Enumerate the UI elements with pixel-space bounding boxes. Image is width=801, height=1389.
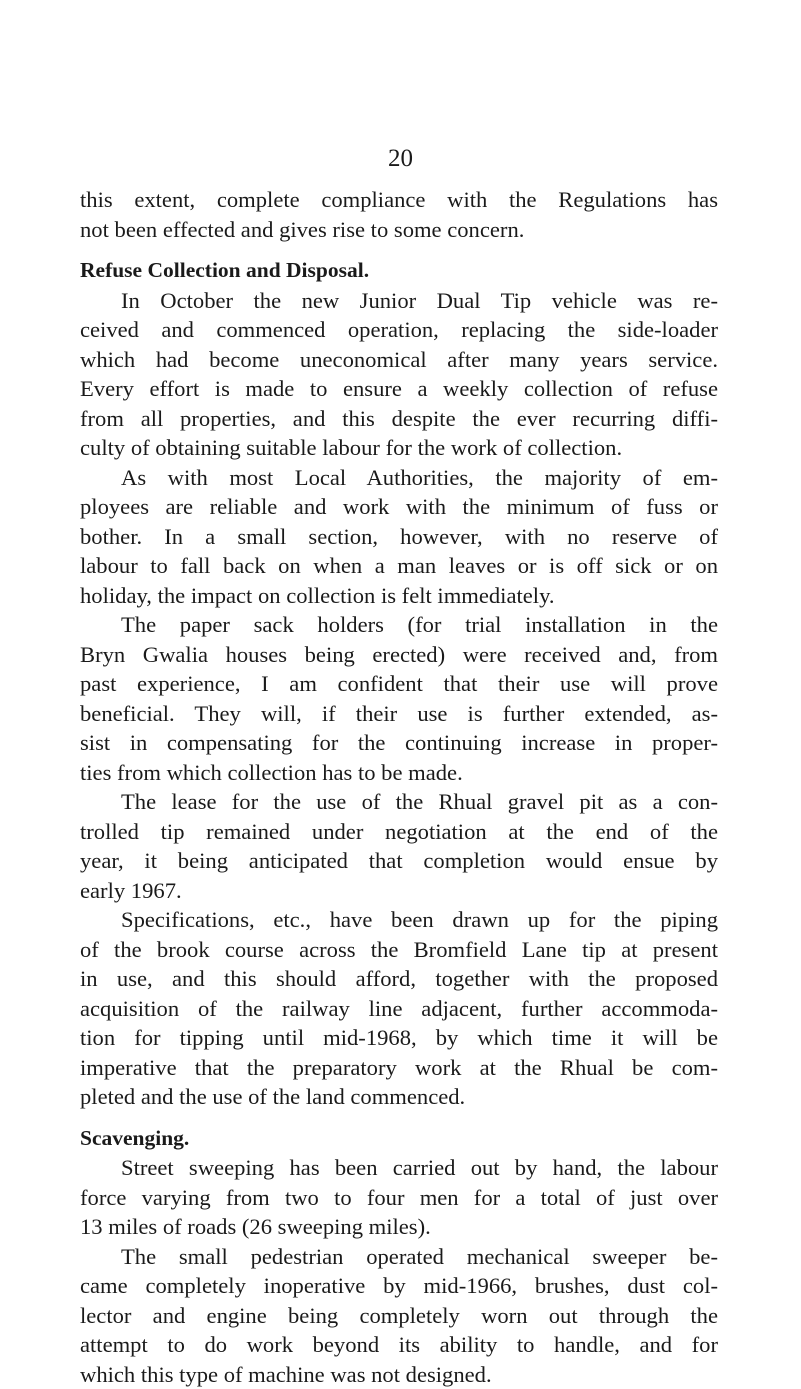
text-line: In October the new Junior Dual Tip vehicle was re- — [80, 286, 718, 316]
text-line: The paper sack holders (for trial installation in the — [80, 610, 718, 640]
text-line: force varying from two to four men for a total of just over — [80, 1183, 718, 1213]
text-line: year, it being anticipated that completion would ensue by — [80, 846, 718, 876]
paragraph — [80, 463, 718, 611]
text-line: early 1967. — [80, 876, 718, 906]
text-line: ties from which collection has to be made. — [80, 758, 718, 788]
text-line: tion for tipping until mid-1968, by which time it will be — [80, 1023, 718, 1053]
text-line: The small pedestrian operated mechanical sweeper be- — [80, 1242, 718, 1272]
paragraph — [80, 610, 718, 787]
text-line: which this type of machine was not designed. — [80, 1360, 718, 1389]
text-line: lector and engine being completely worn out through the — [80, 1301, 718, 1331]
text-line: Every effort is made to ensure a weekly collection of refuse — [80, 374, 718, 404]
text-line: The lease for the use of the Rhual gravel pit as a con- — [80, 787, 718, 817]
text-line: ployees are reliable and work with the minimum of fuss or — [80, 492, 718, 522]
text-line: imperative that the preparatory work at the Rhual be com- — [80, 1053, 718, 1083]
text-line: beneficial. They will, if their use is further extended, as- — [80, 699, 718, 729]
text-line: Specifications, etc., have been drawn up for the piping — [80, 905, 718, 935]
text-line: culty of obtaining suitable labour for the work of collection. — [80, 433, 718, 463]
text-line: sist in compensating for the continuing increase in proper- — [80, 728, 718, 758]
text-line: past experience, I am confident that their use will prove — [80, 669, 718, 699]
section-heading-scavenging: Scavenging. — [80, 1124, 718, 1154]
paragraph — [80, 286, 718, 463]
text-line: came completely inoperative by mid-1966, brushes, dust col- — [80, 1271, 718, 1301]
text-line: Street sweeping has been carried out by hand, the labour — [80, 1153, 718, 1183]
paragraph — [80, 185, 718, 244]
text-line: bother. In a small section, however, with no reserve of — [80, 522, 718, 552]
text-line: holiday, the impact on collection is felt immediately. — [80, 581, 718, 611]
text-line: in use, and this should afford, together with the proposed — [80, 964, 718, 994]
text-line: from all properties, and this despite the ever recurring diffi- — [80, 404, 718, 434]
text-line: which had become uneconomical after many years service. — [80, 345, 718, 375]
section-heading-refuse: Refuse Collection and Disposal. — [80, 256, 718, 286]
text-line: acquisition of the railway line adjacent, further accommoda- — [80, 994, 718, 1024]
paragraph — [80, 1153, 718, 1242]
paragraph — [80, 787, 718, 905]
text-line: trolled tip remained under negotiation at the end of the — [80, 817, 718, 847]
text-line: As with most Local Authorities, the majority of em- — [80, 463, 718, 493]
text-line: attempt to do work beyond its ability to handle, and for — [80, 1330, 718, 1360]
paragraph — [80, 905, 718, 1112]
body-text — [80, 185, 718, 1389]
text-line: not been effected and gives rise to some concern. — [80, 215, 718, 245]
paragraph — [80, 1242, 718, 1389]
text-line: labour to fall back on when a man leaves or is off sick or on — [80, 551, 718, 581]
text-line: pleted and the use of the land commenced. — [80, 1082, 718, 1112]
text-line: 13 miles of roads (26 sweeping miles). — [80, 1212, 718, 1242]
page-number: 20 — [0, 144, 801, 174]
text-line: of the brook course across the Bromfield Lane tip at present — [80, 935, 718, 965]
text-line: this extent, complete compliance with the Regulations has — [80, 185, 718, 215]
text-line: Bryn Gwalia houses being erected) were received and, from — [80, 640, 718, 670]
text-line: ceived and commenced operation, replacing the side-loader — [80, 315, 718, 345]
